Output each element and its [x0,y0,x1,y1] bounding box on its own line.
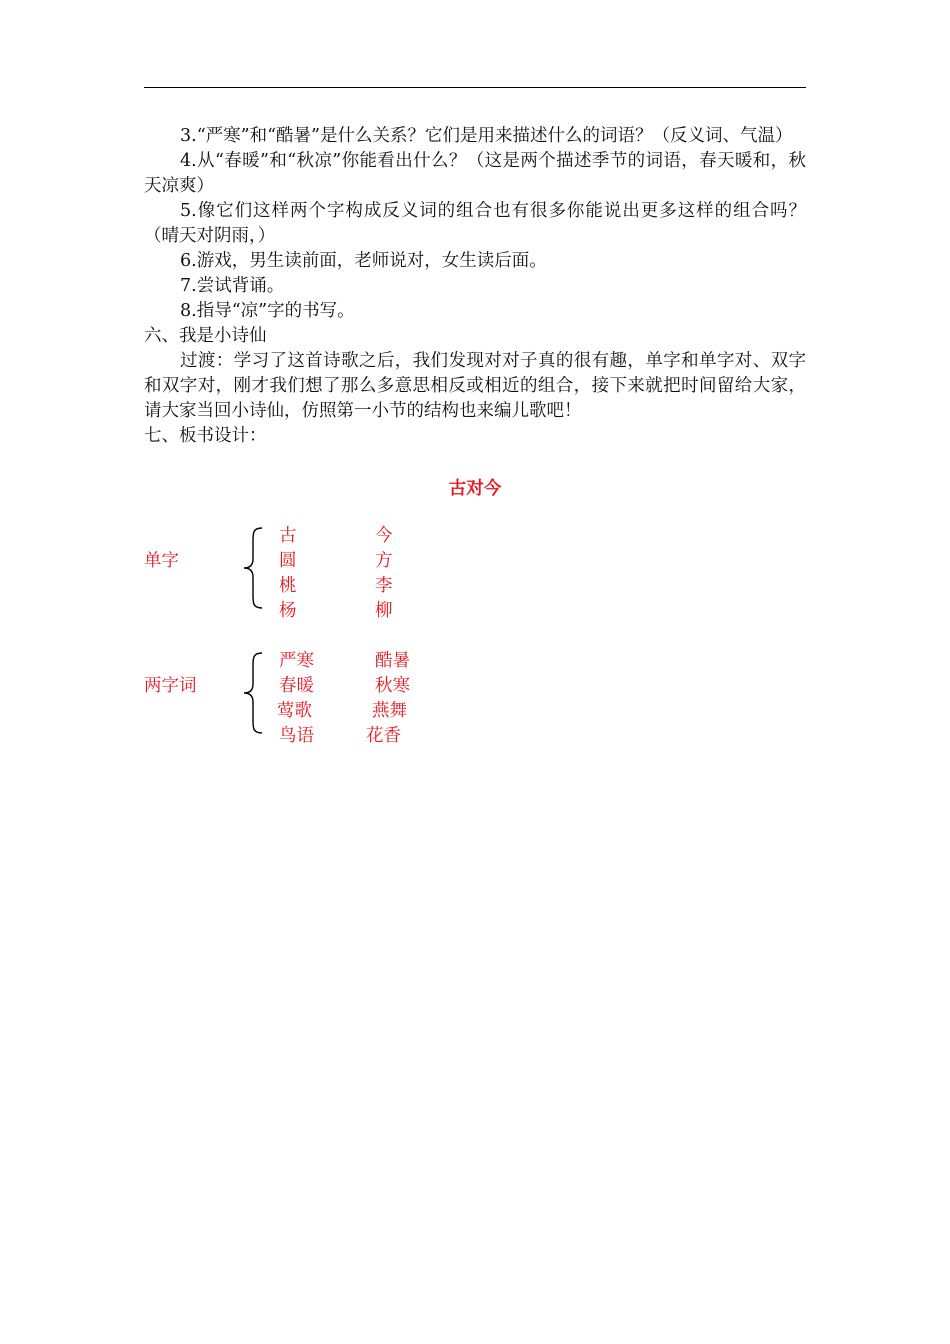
pair-right: 今 [375,526,393,546]
pair-left: 严寒 [279,651,314,671]
pair-left: 桃 [279,576,297,596]
section-heading: 六、我是小诗仙 [144,326,267,346]
pair-left: 圆 [279,551,297,571]
paragraph: 4.从“春暖”和“秋凉”你能看出什么？（这是两个描述季节的词语，春天暖和，秋天凉爽） [144,151,806,196]
pair-left: 莺歌 [277,701,312,721]
pair-right: 秋寒 [375,676,410,696]
pair-right: 柳 [375,601,393,621]
pair-left: 杨 [279,601,297,621]
pair-left: 春暖 [279,676,314,696]
paragraph: 6.游戏，男生读前面，老师说对，女生读后面。 [180,251,547,271]
header-rule [144,87,806,88]
section-heading: 七、板书设计： [144,426,267,446]
pair-right: 李 [375,576,393,596]
paragraph: 5.像它们这样两个字构成反义词的组合也有很多你能说出更多这样的组合吗？（晴天对阴雨，） [144,201,806,246]
paragraph: 3.“严寒”和“酷暑”是什么关系？它们是用来描述什么的词语？（反义词、气温） [180,126,793,146]
pair-left: 古 [279,526,297,546]
brace-icon [240,650,266,736]
pair-right: 酷暑 [375,651,410,671]
paragraph: 7.尝试背诵。 [180,276,285,296]
paragraph: 过渡：学习了这首诗歌之后，我们发现对对子真的很有趣，单字和单字对、双字和双字对，刚才我们想了那么多意思相反或相近的组合，接下来就把时间留给大家，请大家当回小诗仙，仿照第一小节的结构也来编儿歌吧！ [144,351,806,421]
brace-icon [240,525,266,611]
pair-left: 鸟语 [279,726,314,746]
pair-right: 花香 [366,726,401,746]
pair-right: 方 [375,551,393,571]
pair-right: 燕舞 [372,701,407,721]
group-label-single: 单字 [144,551,179,571]
group-label-double: 两字词 [144,676,197,696]
lesson-text [144,124,806,449]
paragraph: 8.指导“凉”字的书写。 [180,301,355,321]
board-title: 古对今 [448,479,502,499]
